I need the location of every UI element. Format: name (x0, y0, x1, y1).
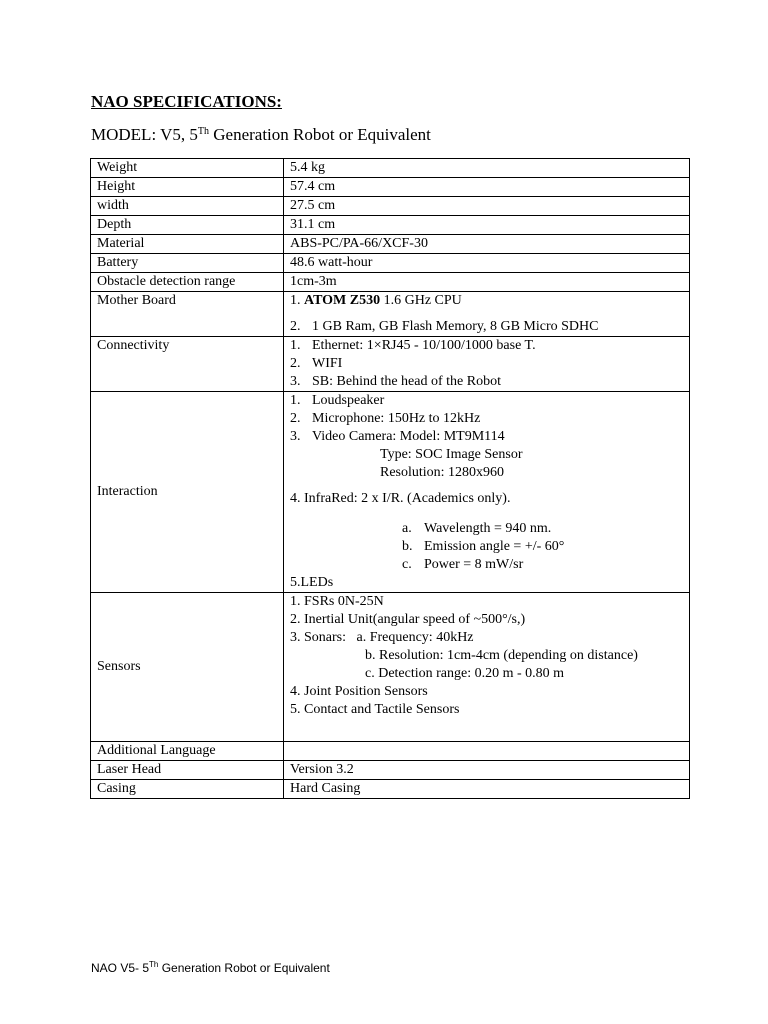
item-text: Video Camera: Model: MT9M114 (312, 429, 505, 444)
spec-value: 5.4 kg (284, 159, 690, 178)
spec-label: Sensors (91, 593, 284, 742)
item-number: 2. (290, 411, 301, 426)
spec-value (284, 593, 690, 742)
model-suffix: Generation Robot or Equivalent (209, 125, 431, 144)
list-item (290, 538, 683, 556)
spec-value: 48.6 watt-hour (284, 254, 690, 273)
footer-superscript: Th (149, 960, 159, 969)
table-row-motherboard (91, 292, 690, 337)
list-item: 5. Contact and Tactile Sensors (290, 702, 460, 717)
item-number: 1. (290, 293, 301, 308)
spec-label: Connectivity (91, 337, 284, 392)
list-item (290, 410, 683, 428)
list-item (290, 520, 683, 538)
item-text: 1.6 GHz CPU (380, 293, 462, 308)
spec-value (284, 337, 690, 392)
table-row-laser (91, 761, 690, 780)
spec-label: Battery (91, 254, 284, 273)
list-item: 2. Inertial Unit(angular speed of ~500°/s,) (290, 612, 526, 627)
model-line (91, 125, 431, 145)
item-text: SB: Behind the head of the Robot (312, 374, 501, 389)
list-item: 1. FSRs 0N-25N (290, 594, 384, 609)
page-title: NAO SPECIFICATIONS: (91, 92, 282, 111)
spec-table (90, 158, 690, 799)
item-number: 3. (290, 429, 301, 444)
spec-label: Additional Language (91, 742, 284, 761)
item-text: Microphone: 150Hz to 12kHz (312, 411, 481, 426)
item-text: Ethernet: 1×RJ45 - 10/100/1000 base T. (312, 338, 536, 353)
page-footer (91, 961, 330, 975)
spec-value: 27.5 cm (284, 197, 690, 216)
list-item: c. Detection range: 0.20 m - 0.80 m (365, 666, 565, 681)
table-row-material (91, 235, 690, 254)
model-superscript: Th (197, 126, 209, 137)
camera-resolution: Resolution: 1280x960 (380, 465, 505, 480)
item-number: 2. (290, 319, 301, 334)
spec-value: ABS-PC/PA-66/XCF-30 (284, 235, 690, 254)
table-row-obstacle (91, 273, 690, 292)
item-number: 1. (290, 338, 301, 353)
item-text: Emission angle = +/- 60° (424, 539, 565, 554)
spec-label: Weight (91, 159, 284, 178)
list-item (290, 355, 683, 373)
spec-value (284, 392, 690, 593)
table-row-sensors (91, 593, 690, 742)
item-number: 2. (290, 356, 301, 371)
footer-prefix: NAO V5- 5 (91, 961, 150, 975)
list-item (290, 318, 683, 336)
list-item (290, 337, 683, 355)
spec-label: Depth (91, 216, 284, 235)
spec-value: 31.1 cm (284, 216, 690, 235)
table-row-height (91, 178, 690, 197)
cpu-model: ATOM Z530 (304, 293, 381, 308)
item-text: WIFI (312, 356, 343, 371)
table-row-depth (91, 216, 690, 235)
spec-label: Obstacle detection range (91, 273, 284, 292)
table-row-weight (91, 159, 690, 178)
item-text: Loudspeaker (312, 393, 385, 408)
table-row-interaction (91, 392, 690, 593)
spec-value: Version 3.2 (284, 761, 690, 780)
spec-value (284, 292, 690, 337)
list-item (290, 373, 683, 391)
list-item (290, 292, 683, 310)
list-item: b. Resolution: 1cm-4cm (depending on distance) (365, 648, 638, 663)
item-text: 1 GB Ram, GB Flash Memory, 8 GB Micro SDHC (312, 319, 599, 334)
list-item: 3. Sonars: a. Frequency: 40kHz (290, 630, 474, 645)
item-letter: b. (402, 539, 413, 554)
spec-label: Height (91, 178, 284, 197)
table-row-battery (91, 254, 690, 273)
spec-label: width (91, 197, 284, 216)
spec-label: Mother Board (91, 292, 284, 337)
spec-label: Interaction (91, 392, 284, 593)
spec-value: 1cm-3m (284, 273, 690, 292)
list-item (290, 428, 683, 446)
table-row-width (91, 197, 690, 216)
footer-suffix: Generation Robot or Equivalent (158, 961, 330, 975)
list-item (290, 556, 683, 574)
table-row-language (91, 742, 690, 761)
camera-type: Type: SOC Image Sensor (380, 447, 523, 462)
item-number: 3. (290, 374, 301, 389)
item-letter: c. (402, 557, 412, 572)
leds-item: 5.LEDs (290, 575, 334, 590)
spec-value: 57.4 cm (284, 178, 690, 197)
item-text: Wavelength = 940 nm. (424, 521, 552, 536)
spec-label: Casing (91, 780, 284, 799)
spec-value: Hard Casing (284, 780, 690, 799)
list-item: 4. Joint Position Sensors (290, 684, 428, 699)
table-row-connectivity (91, 337, 690, 392)
item-text: Power = 8 mW/sr (424, 557, 524, 572)
infrared-item: 4. InfraRed: 2 x I/R. (Academics only). (290, 491, 511, 506)
spec-value (284, 742, 690, 761)
item-letter: a. (402, 521, 412, 536)
spec-label: Material (91, 235, 284, 254)
model-prefix: MODEL: V5, 5 (91, 125, 198, 144)
item-number: 1. (290, 393, 301, 408)
spec-label: Laser Head (91, 761, 284, 780)
table-row-casing (91, 780, 690, 799)
list-item (290, 392, 683, 410)
